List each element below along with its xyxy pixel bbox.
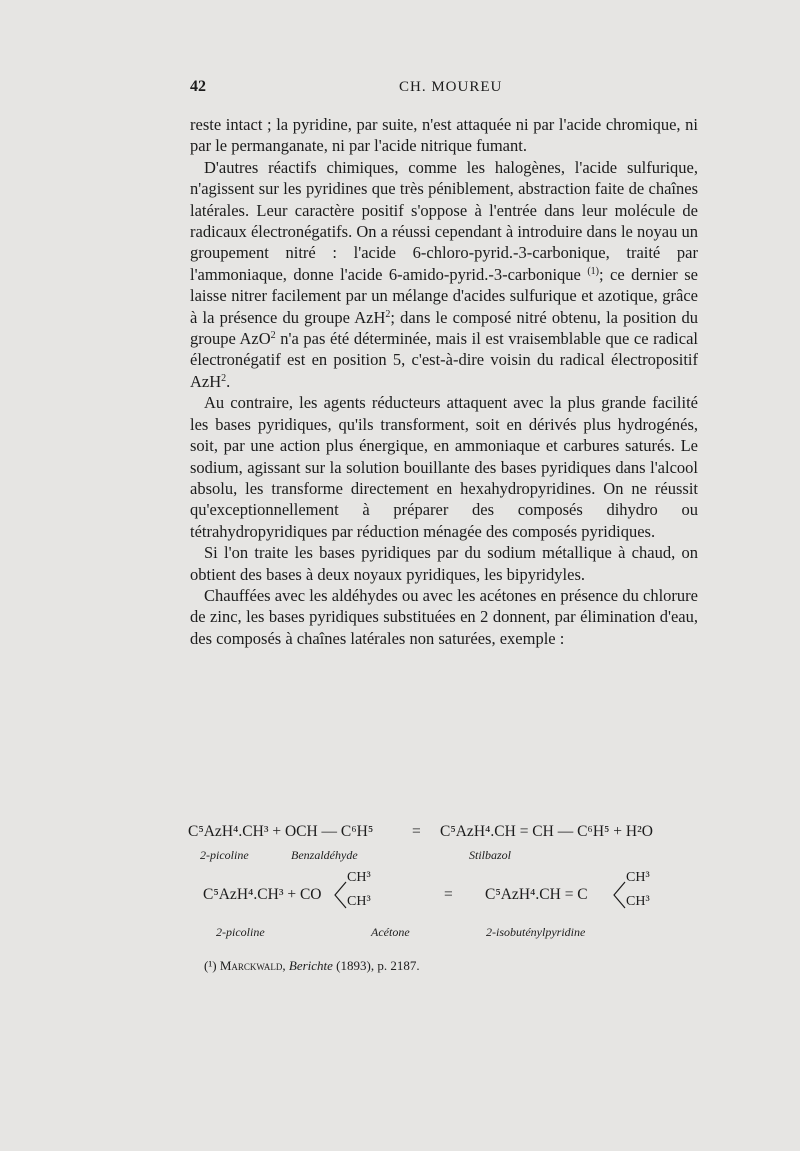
caption-picoline: 2-picoline [200, 848, 249, 862]
footnote-journal: Berichte [288, 958, 333, 973]
paragraph-5: Chauffées avec les aldéhydes ou avec les acétones en présence du chlorure de zinc, les bases pyridiques substituées en 2 donnent, par élimination d'eau, des composés à chaînes latérales non saturées, exemple : [190, 585, 698, 648]
page-number: 42 [190, 78, 206, 95]
footnote-ref: (1) [587, 265, 599, 277]
footnote-rest: (1893), p. 2187. [336, 958, 420, 973]
reaction2-left-top: CH³ [347, 870, 371, 885]
reaction2-right-bottom: CH³ [626, 894, 650, 909]
reaction1-left: C⁵AzH⁴.CH³ + OCH — C⁶H⁵ [188, 823, 374, 840]
footnote-author: Marckwald, [219, 958, 286, 973]
bracket-left-icon [333, 880, 347, 910]
running-head: CH. MOUREU [399, 79, 503, 95]
footnote-marker: (¹) [204, 958, 217, 973]
caption-benzaldehyde: Benzaldéhyde [291, 848, 358, 862]
reaction1-right: C⁵AzH⁴.CH = CH — C⁶H⁵ + H²O [440, 823, 653, 840]
paragraph-1: reste intact ; la pyridine, par suite, n'est attaquée ni par l'acide chromique, ni par le permanganate, ni par l'acide nitrique fumant. [190, 115, 698, 156]
paragraph-2: D'autres réactifs chimiques, comme les halogènes, l'acide sulfurique, n'agissent sur les pyridines que très péniblement, abstraction faite de chaînes latérales. Leur caractère positif s'oppose à l'entrée dans leur molécule de radicaux électronégatifs. On a réussi cependant à introduire dans le noyau un groupement nitré : l'acide 6-chloro-pyrid.-3-carbonique, traité par l'ammoniaque, donne l'acide 6-amido-pyrid.-3-carbonique $^{(1)}$; ce dernier se laisse nitrer facilement par un mélange d'acides sulfurique et azotique, grâce à la présence du groupe AzH$^2$; dans le composé nitré obtenu, la position du groupe AzO$^2$ n'a pas été déterminée, mais il est vraisemblable que ce radical électronégatif est en position 5, c'est-à-dire voisin du radical électropositif AzH$^2$. [190, 157, 698, 391]
footnote [204, 958, 420, 974]
paragraph-3: Au contraire, les agents réducteurs attaquent avec la plus grande facilité les bases pyridiques, qu'ils transforment, soit en dérivés plus hydrogénés, soit, par une action plus énergique, en ammoniaque et carbures saturés. Le sodium, agissant sur la solution bouillante des bases pyridiques dans l'alcool absolu, les transforme directement en hexahydropyridines. On ne réussit qu'exceptionnellement à préparer des composés dihydro ou tétrahydropyridiques par réduction ménagée des composés pyridiques. [190, 393, 698, 541]
reaction2-left: C⁵AzH⁴.CH³ + CO [203, 886, 322, 903]
reaction2-right: C⁵AzH⁴.CH = C [485, 886, 588, 903]
page-header [190, 78, 698, 98]
reaction2-left-bottom: CH³ [347, 894, 371, 909]
bracket-right-icon [612, 880, 626, 910]
caption-acetone: Acétone [371, 925, 410, 939]
body-text [190, 114, 698, 649]
reaction2-right-top: CH³ [626, 870, 650, 885]
paragraph-4: Si l'on traite les bases pyridiques par du sodium métallique à chaud, on obtient des bases à deux noyaux pyridiques, les bipyridyles. [190, 543, 698, 584]
reaction2-equals: = [444, 886, 453, 903]
caption-stilbazol: Stilbazol [469, 848, 512, 862]
caption-picoline-2: 2-picoline [216, 925, 265, 939]
reaction1-equals: = [412, 823, 421, 840]
caption-isobutenylpyridine: 2-isobuténylpyridine [486, 925, 586, 939]
